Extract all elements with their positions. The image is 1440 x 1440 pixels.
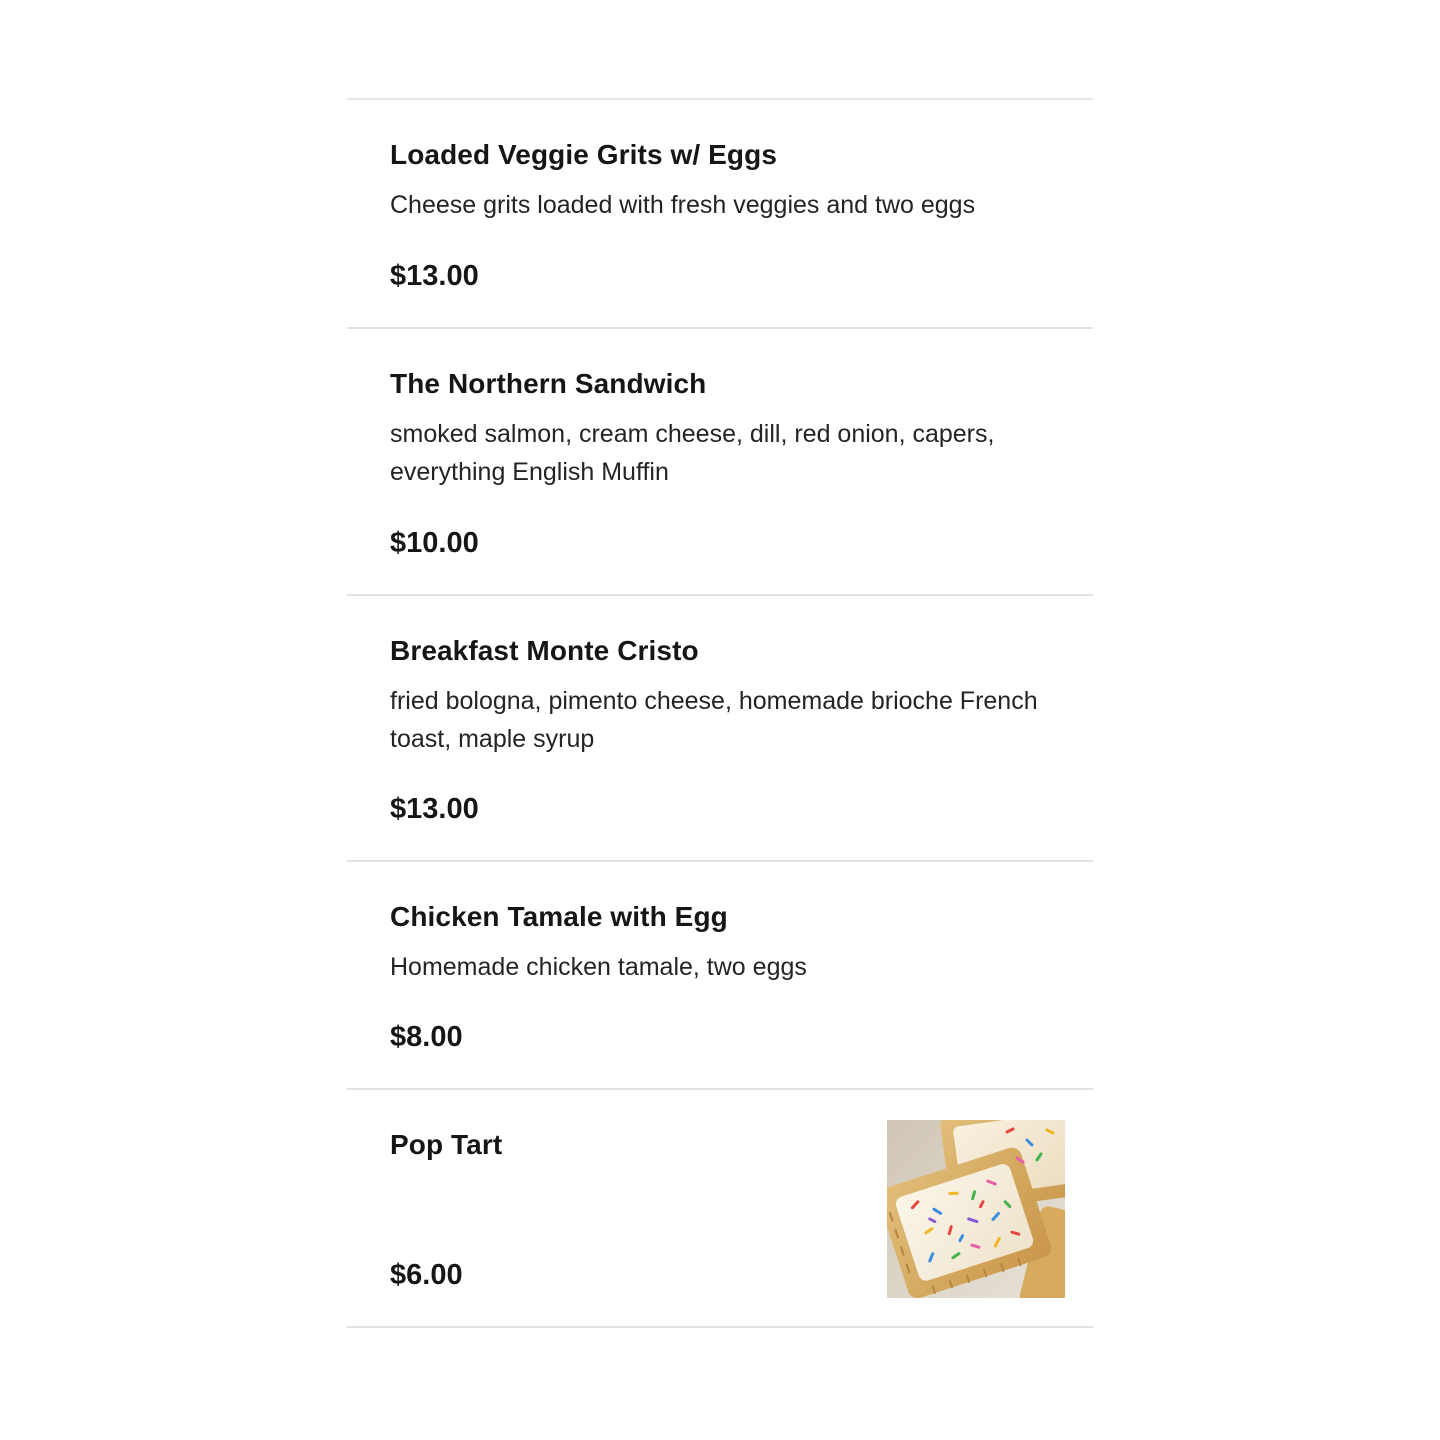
pop-tart-photo[interactable]: [887, 1120, 1065, 1298]
item-description: Homemade chicken tamale, two eggs: [390, 953, 807, 981]
item-name: Loaded Veggie Grits w/ Eggs: [390, 139, 778, 170]
item-name: Pop Tart: [390, 1129, 503, 1160]
item-name: Breakfast Monte Cristo: [390, 635, 699, 666]
item-price: $10.00: [390, 527, 479, 559]
menu-item-pop-tart[interactable]: [347, 1090, 1093, 1328]
item-price: $8.00: [390, 1021, 463, 1053]
item-description: Cheese grits loaded with fresh veggies and two eggs: [390, 191, 976, 219]
item-description: fried bologna, pimento cheese, homemade brioche French toast, maple syrup: [390, 687, 1038, 753]
item-name: The Northern Sandwich: [390, 368, 707, 399]
item-price: $13.00: [390, 793, 479, 825]
menu-item-northern-sandwich[interactable]: [347, 329, 1093, 596]
menu-list: [347, 98, 1093, 1328]
item-name: Chicken Tamale with Egg: [390, 901, 728, 932]
item-price: $6.00: [390, 1259, 463, 1291]
menu-item-loaded-veggie-grits[interactable]: [347, 100, 1093, 329]
item-price: $13.00: [390, 260, 479, 292]
menu-item-chicken-tamale[interactable]: [347, 862, 1093, 1090]
pop-tart-illustration: [887, 1120, 1065, 1298]
menu-item-breakfast-monte-cristo[interactable]: [347, 596, 1093, 862]
item-description: smoked salmon, cream cheese, dill, red onion, capers, everything English Muffin: [390, 420, 995, 486]
